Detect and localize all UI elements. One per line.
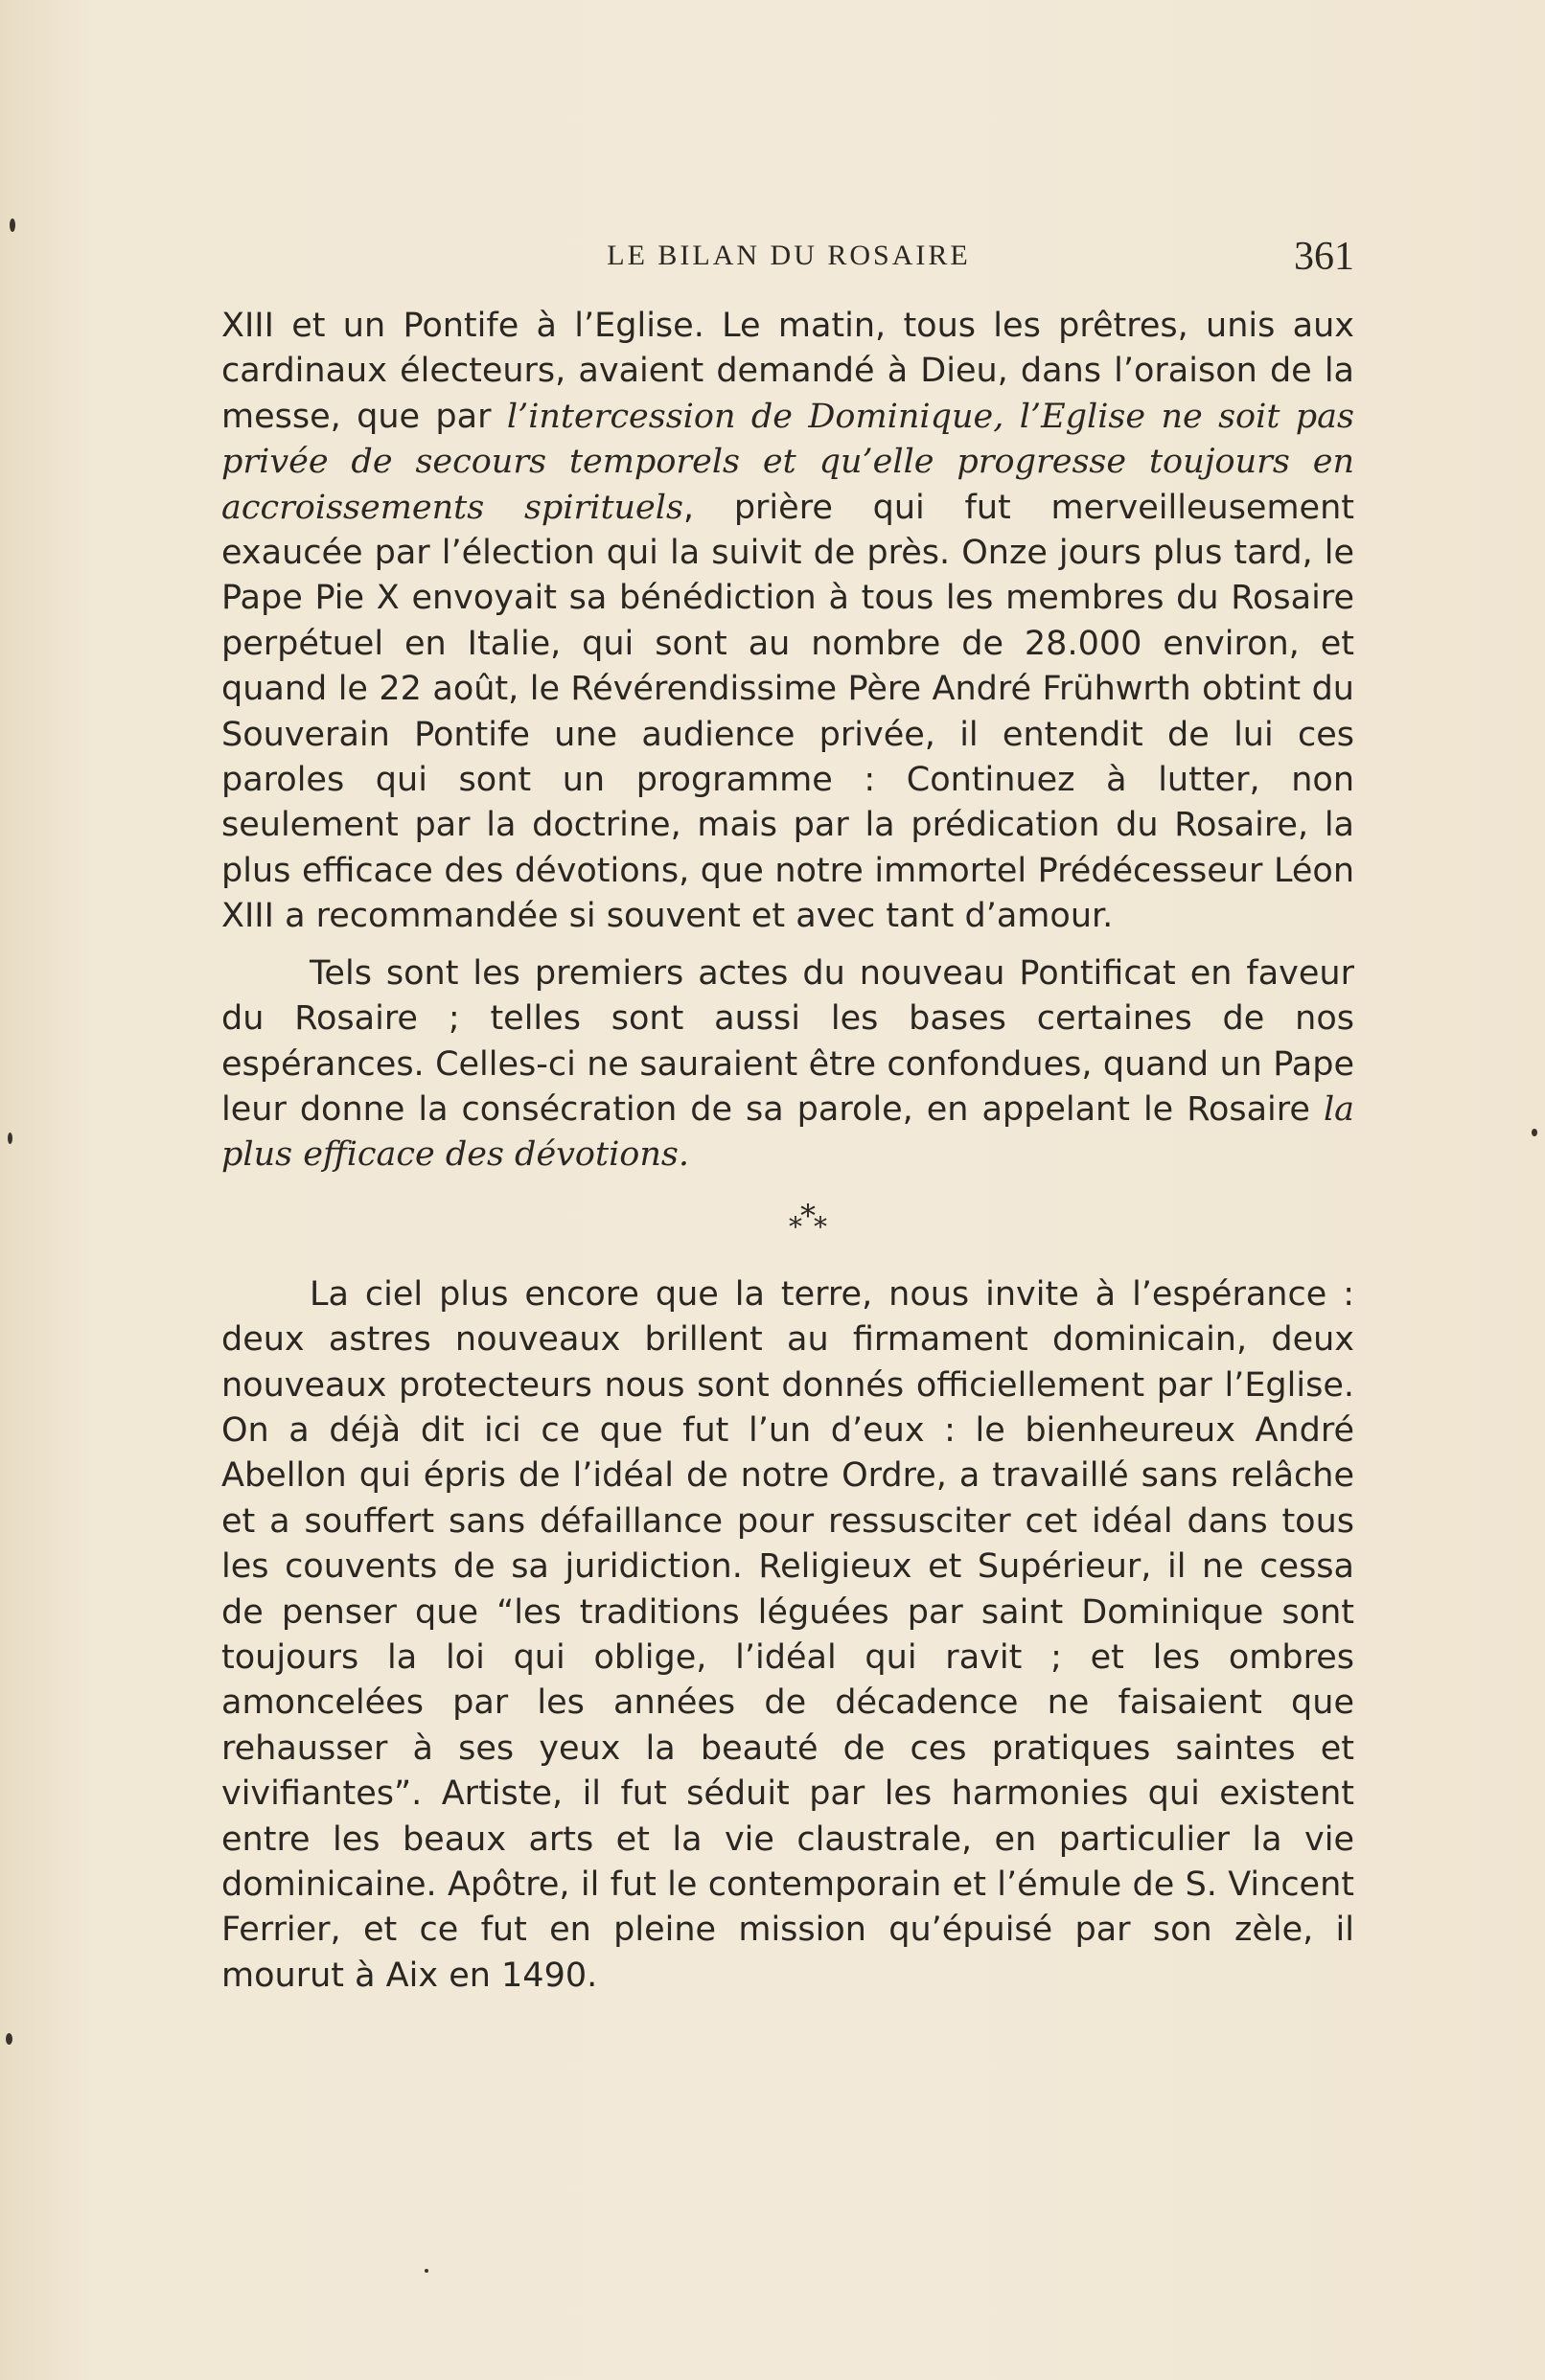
paragraph-3	[221, 1272, 1354, 2000]
paragraph-gap	[221, 940, 1354, 951]
asterism-star-left: *	[789, 1210, 800, 1243]
paragraph-2-italic-quote: la plus efficace des dévotions.	[221, 1089, 1354, 1175]
page-number: 361	[1294, 235, 1354, 279]
margin-speck	[6, 2033, 12, 2045]
paragraph-1-text-2: , prière qui fut merveilleusement exaucée par l’élection qui la suivit de près. Onze jours plus tard, le Pape Pie X envoyait sa bénédiction à tous les membres du Rosaire perpétuel en Italie, qui sont au nombre de 28.000 environ, et quand le 22 août, le Révérendissime Père André Frühwrth obtint du Souverain Pontife une audience privée, il entendit de lui ces paroles qui sont un programme : Continuez à lutter, non seulement par la doctrine, mais par la prédication du Rosaire, la plus efficace des dévotions, que notre immortel Prédécesseur Léon XIII a recommandée si souvent et avec tant d’amour.	[221, 488, 1354, 936]
paragraph-1-text-1: XIII et un Pontife à l’Eglise. Le matin, tous les prêtres, unis aux cardinaux électeurs, avaient demandé à Dieu, dans l’oraison de la messe, que par	[221, 307, 1354, 436]
paragraph-1	[221, 304, 1354, 940]
margin-speck	[1532, 1129, 1537, 1136]
asterism-star-top: *	[800, 1197, 814, 1234]
paragraph-1-italic-quote: l’intercession de Dominique, l’Eglise ne soit pas privée de secours temporels et qu’elle progresse toujours en accroissements spirituels	[221, 397, 1354, 527]
page-header	[223, 235, 1354, 297]
asterism-divider	[221, 1179, 1354, 1272]
running-title: LE BILAN DU ROSAIRE	[607, 240, 971, 271]
page-speck	[425, 2269, 428, 2273]
asterism-star-right: *	[814, 1210, 825, 1243]
paragraph-2-text-1: Tels sont les premiers actes du nouveau Pontificat en faveur du Rosaire ; telles sont aussi les bases certaines de nos espérances. Celles-ci ne sauraient être confondues, quand un Pape leur donne la consécration de sa parole, en appelant le Rosaire	[221, 953, 1354, 1129]
paragraph-2	[221, 951, 1354, 1179]
margin-speck	[8, 1133, 12, 1144]
body-text	[221, 304, 1354, 1999]
paragraph-3-text-1: La ciel plus encore que la terre, nous invite à l’espérance : deux astres nouveaux brillent au firmament dominicain, deux nouveaux protecteurs nous sont donnés officiellement par l’Eglise. On a déjà dit ici ce que fut l’un d’eux : le bienheureux André Abellon qui épris de l’idéal de notre Ordre, a travaillé sans relâche et a souffert sans défaillance pour ressusciter cet idéal dans tous les couvents de sa juridiction. Religieux et Supérieur, il ne cessa de penser que “les traditions léguées par saint Dominique sont toujours la loi qui oblige, l’idéal qui ravit ; et les ombres amoncelées par les années de décadence ne faisaient que rehausser à ses yeux la beauté de ces pratiques saintes et vivifiantes”. Artiste, il fut séduit par les harmonies qui existent entre les beaux arts et la vie claustrale, en particulier la vie dominicaine. Apôtre, il fut le contemporain et l’émule de S. Vincent Ferrier, et ce fut en pleine mission qu’épuisé par son zèle, il mourut à Aix en 1490.	[221, 1274, 1354, 1995]
margin-speck	[10, 218, 15, 232]
